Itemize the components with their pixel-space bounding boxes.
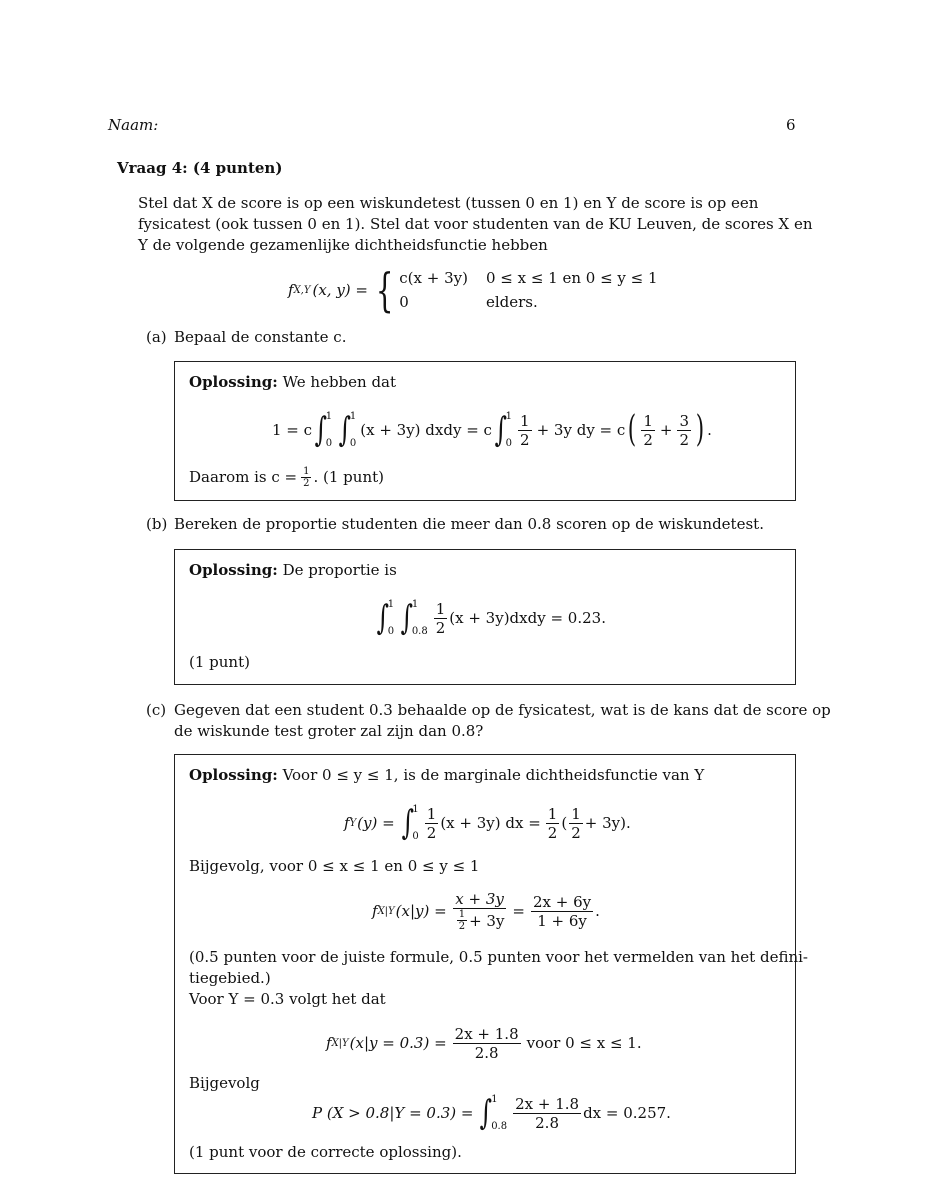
part-c-text-1: Gegeven dat een student 0.3 behaalde op de fysicatest, wat is de kans dat de score op: [174, 701, 831, 719]
question-title: Vraag 4: (4 punten): [117, 159, 283, 177]
eq-a-lhs: 1 = c: [272, 421, 313, 439]
lower-limit: 0: [412, 831, 419, 842]
fraction-half: [569, 805, 583, 842]
final-points: (1 punt voor de correcte oplossing).: [189, 1143, 462, 1161]
case1-expr: c(x + 3y): [399, 269, 468, 287]
denominator: 2: [458, 921, 466, 932]
cond2-lhs: f: [326, 1034, 332, 1052]
integral-limits: [491, 1094, 507, 1132]
integral-sign: ∫: [401, 803, 414, 843]
cond-fraction-2: [531, 893, 593, 930]
left-brace: {: [375, 263, 394, 317]
cond2-tail: voor 0 ≤ x ≤ 1.: [526, 1034, 642, 1052]
result-points: . (1 punt): [313, 468, 384, 486]
solution-a-header: [189, 372, 396, 393]
denominator: 2: [571, 823, 581, 842]
eq-a-plus: +: [659, 421, 673, 439]
lower-limit: 0: [349, 438, 357, 449]
eq-a-mid-tail: + 3y dy = c: [536, 421, 626, 439]
result-text: Daarom is c =: [189, 468, 298, 486]
marg-integrand: (x + 3y) dx =: [440, 814, 541, 832]
case2-cond: elders.: [485, 293, 538, 311]
conditional-density-eq: [372, 886, 600, 936]
cond-fraction-1: [453, 890, 507, 932]
part-c-text-2: de wiskunde test groter zal zijn dan 0.8?: [174, 722, 484, 740]
integral-limits: [412, 599, 428, 637]
denominator: 2: [520, 430, 530, 449]
part-b-label: (b): [146, 515, 168, 533]
part-a-text: Bepaal de constante c.: [174, 328, 347, 346]
marg-tail: + 3y).: [584, 814, 631, 832]
numerator: 1: [426, 804, 437, 823]
upper-limit: 1: [505, 411, 513, 422]
denominator: 2.8: [474, 1043, 499, 1062]
voor-line: Voor Y = 0.3 volgt het dat: [189, 990, 386, 1008]
cond-end: .: [595, 902, 600, 920]
numerator: 1: [643, 411, 653, 430]
marg-lhs: f: [344, 814, 350, 832]
lower-limit: 0: [387, 626, 395, 637]
eq-a-integrand: (x + 3y) dxdy = c: [360, 421, 492, 439]
solution-c-label: Oplossing:: [189, 766, 278, 784]
note-line-2: tiegebied.): [189, 969, 271, 987]
lower-limit: 0: [325, 438, 333, 449]
cond-eq: =: [512, 902, 525, 920]
prob-tail: dx = 0.257.: [583, 1104, 671, 1122]
solution-a-label: Oplossing:: [189, 373, 278, 391]
eq-a-end: .: [707, 421, 712, 439]
numerator: 2x + 1.8: [454, 1024, 519, 1043]
small-half: [457, 909, 467, 932]
prob-fraction: [513, 1095, 581, 1132]
denominator: 2: [643, 430, 653, 449]
denominator: 1 + 6y: [537, 911, 587, 930]
numerator: x + 3y: [455, 890, 504, 908]
upper-limit: 1: [412, 804, 419, 815]
cond-lhs-args: (x|y) =: [395, 902, 447, 920]
integral-sign: ∫: [480, 1093, 493, 1133]
denominator: 2: [303, 478, 310, 489]
upper-limit: 1: [411, 599, 419, 610]
solution-a-intro: We hebben dat: [282, 373, 397, 391]
marg-paren-open: (: [561, 814, 568, 832]
integral-sign: ∫: [376, 598, 390, 638]
density-function: [288, 264, 658, 316]
page-number: 6: [786, 116, 796, 134]
denominator-tail: + 3y: [469, 911, 505, 930]
solution-b-label: Oplossing:: [189, 561, 278, 579]
numerator: 1: [303, 466, 310, 477]
density-lhs: f: [288, 281, 294, 299]
denominator: 2: [426, 823, 437, 842]
lower-limit: 0: [505, 438, 513, 449]
cond-lhs-sub: X|Y: [377, 905, 395, 917]
denominator: 2: [547, 823, 558, 842]
intro-line-1: Stel dat X de score is op een wiskundetest (tussen 0 en 1) en Y de score is op een: [138, 194, 759, 212]
bijgevolg-line-1: Bijgevolg, voor 0 ≤ x ≤ 1 en 0 ≤ y ≤ 1: [189, 857, 480, 875]
solution-b-header: [189, 560, 397, 581]
numerator: 1: [458, 909, 466, 920]
integral-sign: ∫: [338, 410, 352, 450]
fraction-three-halves: [677, 412, 691, 449]
cond2-lhs-sub: X|Y: [331, 1037, 349, 1049]
bijgevolg-line-2: Bijgevolg: [189, 1074, 260, 1092]
denominator: 2: [679, 430, 690, 449]
conditional-density-y03-eq: [326, 1020, 642, 1066]
numerator: 2x + 6y: [533, 892, 592, 911]
marg-lhs-sub: Y: [349, 817, 357, 829]
part-c-label: (c): [146, 701, 167, 719]
upper-limit: 1: [491, 1094, 498, 1105]
part-a-label: (a): [146, 328, 167, 346]
marg-lhs-args: (y) =: [357, 814, 395, 832]
case1-cond: 0 ≤ x ≤ 1 en 0 ≤ y ≤ 1: [485, 269, 658, 287]
intro-line-2: fysicatest (ook tussen 0 en 1). Stel dat voor studenten van de KU Leuven, de scores X en: [138, 215, 813, 233]
marginal-density-eq: [344, 798, 631, 848]
result-fraction: [301, 466, 311, 489]
prob-lhs: P (X > 0.8|Y = 0.3) =: [312, 1104, 474, 1122]
denominator: 2: [435, 618, 446, 637]
cond2-lhs-args: (x|y = 0.3) =: [349, 1034, 447, 1052]
case2-expr: 0: [399, 293, 409, 311]
denominator: [453, 909, 507, 932]
eq-b-integrand: (x + 3y)dxdy = 0.23.: [449, 609, 606, 627]
solution-c-intro: Voor 0 ≤ y ≤ 1, is de marginale dichtheidsfunctie van Y: [282, 766, 705, 784]
numerator: 1: [520, 411, 530, 430]
equation-a: [272, 405, 712, 455]
numerator: 3: [679, 411, 690, 430]
solution-c-header: [189, 765, 704, 786]
note-line-1: (0.5 punten voor de juiste formule, 0.5 punten voor het vermelden van het defini-: [189, 948, 808, 966]
denominator: 2.8: [535, 1113, 559, 1132]
fraction-half: [434, 600, 448, 637]
right-paren: ): [695, 409, 705, 450]
left-paren: (: [628, 409, 637, 450]
upper-limit: 1: [349, 411, 357, 422]
fraction-half: [518, 412, 532, 449]
solution-b-points: (1 punt): [189, 653, 250, 671]
integral-sign: ∫: [400, 598, 414, 638]
cond2-fraction: [453, 1025, 521, 1062]
density-lhs-args: (x, y) =: [312, 281, 368, 299]
integral-sign: ∫: [494, 410, 508, 450]
numerator: 1: [547, 804, 558, 823]
part-b-text: Bereken de proportie studenten die meer dan 0.8 scoren op de wiskundetest.: [174, 515, 764, 533]
integral-sign: ∫: [314, 410, 328, 450]
numerator: 2x + 1.8: [515, 1094, 580, 1113]
intro-line-3: Y de volgende gezamenlijke dichtheidsfunctie hebben: [138, 236, 548, 254]
cases: [399, 267, 657, 313]
solution-a-result: [189, 466, 384, 489]
fraction-half: [641, 412, 655, 449]
numerator: 1: [435, 599, 446, 618]
lower-limit: 0.8: [491, 1121, 508, 1132]
fraction-half: [546, 805, 560, 842]
probability-eq: [312, 1088, 671, 1138]
equation-b: [374, 593, 606, 643]
density-lhs-sub: X,Y: [293, 284, 311, 296]
name-label: Naam:: [108, 116, 159, 134]
upper-limit: 1: [387, 599, 395, 610]
lower-limit: 0.8: [411, 626, 428, 637]
numerator: 1: [571, 804, 581, 823]
fraction-half: [425, 805, 439, 842]
cond-lhs: f: [372, 902, 378, 920]
solution-b-intro: De proportie is: [282, 561, 397, 579]
upper-limit: 1: [325, 411, 333, 422]
